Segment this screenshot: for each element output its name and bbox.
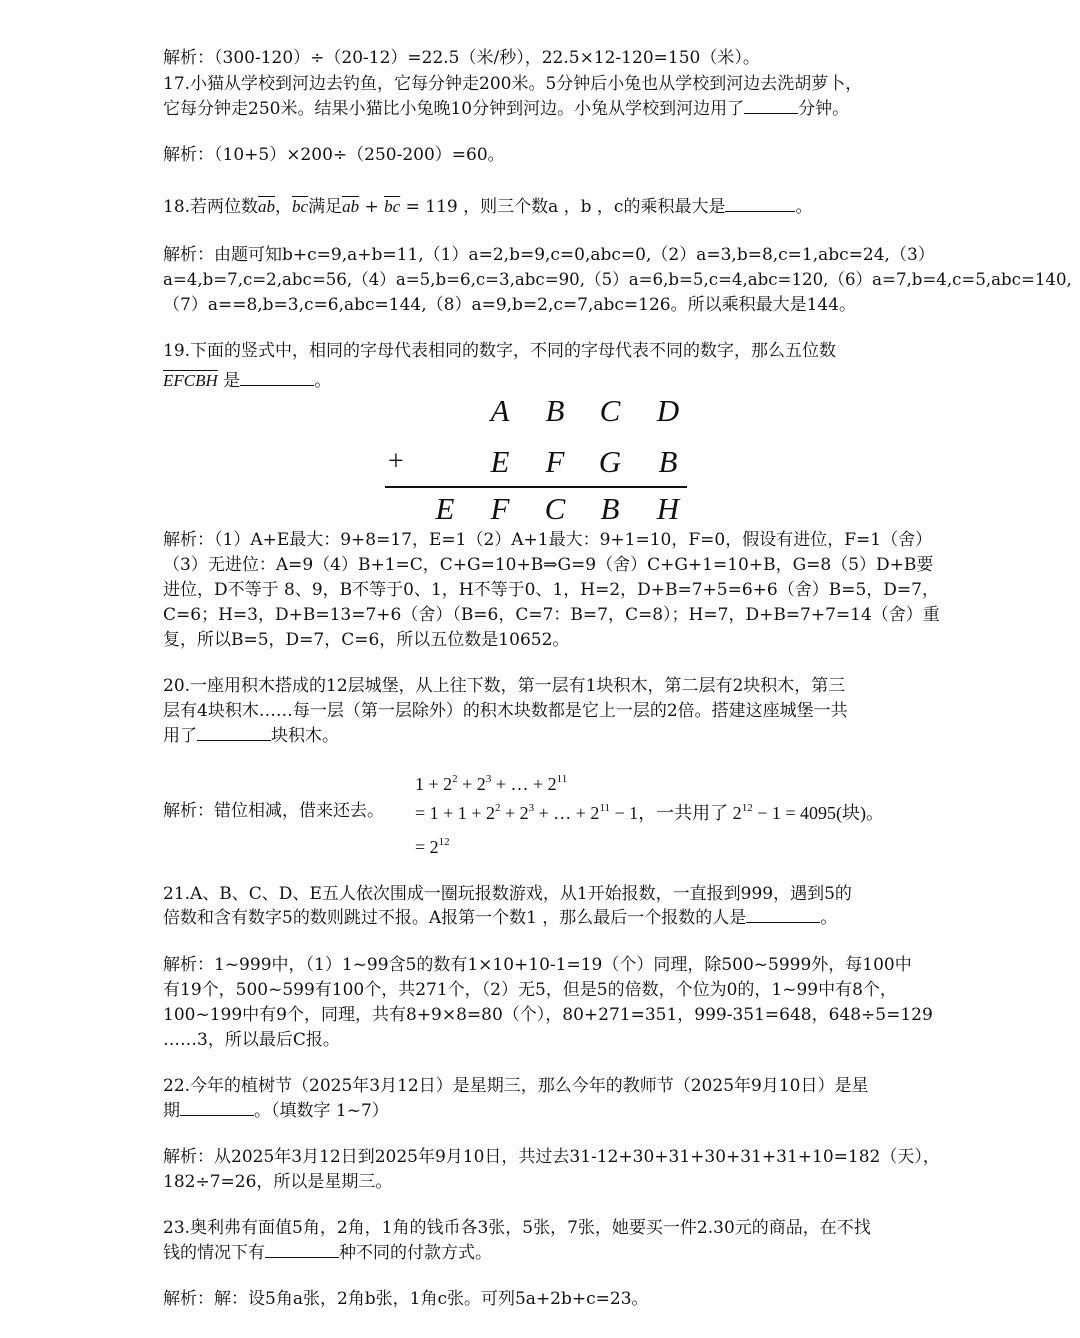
q18-text-start: 18.若两位数 bbox=[163, 197, 259, 217]
answer-blank bbox=[240, 369, 314, 386]
q19-text-line2 bbox=[163, 369, 331, 393]
q21-text-end: 。 bbox=[820, 908, 838, 928]
q19-solution-line4: C=6；H=3，D+B=13=7+6（舍）（B=6，C=7：B=7，C=8）；H=7，D+B=7+7=14（舍）重 bbox=[163, 605, 940, 625]
answer-blank bbox=[180, 1099, 254, 1116]
plus-sign: + bbox=[388, 446, 404, 477]
sum-digit: B bbox=[600, 491, 620, 526]
q21-text: 倍数和含有数字5的数则跳过不报。A报第一个数1 ，那么最后一个报数的人是 bbox=[163, 908, 747, 928]
q18-text-end: 。 bbox=[795, 197, 813, 217]
addend2-digit: F bbox=[545, 444, 565, 479]
overline-bc-2: $\overline{bc}$ bbox=[384, 197, 401, 216]
q19-solution-line3: 进位，D不等于 8、9，B不等于0、1，H不等于0、1，H=2，D+B=7+5=6+6（舍）B=5，D=7， bbox=[163, 580, 939, 600]
q22-text: 期 bbox=[163, 1101, 180, 1121]
q21-solution-line2: 有19个，500~599有100个，共271个，（2）无5，但是5的倍数，个位为0的，1~99中有8个， bbox=[163, 980, 897, 1000]
q20-text-line1: 20.一座用积木搭成的12层城堡，从上往下数，第一层有1块积木，第二层有2块积木，第三 bbox=[163, 676, 846, 696]
addend1-digit: C bbox=[599, 393, 621, 428]
q22-text-line1: 22.今年的植树节（2025年3月12日）是星期三，那么今年的教师节（2025年9月10日）是星 bbox=[163, 1076, 869, 1096]
q20-text-end: 块积木。 bbox=[271, 726, 339, 746]
q21-solution-line3: 100~199中有9个，同理，共有8+9×8=80（个），80+271=351，999-351=648，648÷5=129 bbox=[163, 1005, 933, 1025]
q17-text-line2 bbox=[163, 97, 849, 121]
q22-solution-line1: 解析：从2025年3月12日到2025年9月10日，共过去31-12+30+31+30+31+31+10=182（天）， bbox=[163, 1147, 940, 1167]
addend1-digit: A bbox=[490, 393, 510, 428]
answer-blank bbox=[744, 97, 798, 114]
q17-text-end: 分钟。 bbox=[798, 99, 850, 119]
q17-text-line1: 17.小猫从学校到河边去钓鱼，它每分钟走200米。5分钟后小兔也从学校到河边去洗胡萝卜， bbox=[163, 74, 863, 94]
formula-line2: = $1 + 1 + 2^2 + 2^3$ + … + $2^{11} - 1$，一共用了 $2^{12} - 1 = 4095$(块)。 bbox=[415, 802, 884, 823]
addend2-digit: B bbox=[658, 444, 678, 479]
q19-text-end: 。 bbox=[314, 371, 332, 391]
q21-text-line2 bbox=[163, 906, 837, 930]
q18-solution-line2: a=4,b=7,c=2,abc=56,（4）a=5,b=6,c=3,abc=90,（5）a=6,b=5,c=4,abc=120,（6）a=7,b=4,c=5,abc=140, bbox=[163, 270, 1072, 289]
q19-solution-line2: （3）无进位：A=9（4）B+1=C，C+G=10+B⇒G=9（舍）C+G+1=10+B，G=8（5）D+B要 bbox=[163, 555, 934, 575]
q18-comma: ， bbox=[275, 197, 293, 217]
q19-solution-line1: 解析：（1）A+E最大：9+8=17，E=1（2）A+1最大：9+1=10，F=0，假设有进位，F=1（舍） bbox=[163, 530, 933, 550]
q23-text: 钱的情况下有 bbox=[163, 1243, 265, 1263]
q17-solution: 解析：（10+5）×200÷（250-200）=60。 bbox=[163, 145, 505, 165]
q19-text: 是 bbox=[217, 371, 241, 391]
q20-text: 用了 bbox=[163, 726, 197, 746]
addend1-digit: D bbox=[656, 393, 680, 428]
q17-text: 它每分钟走250米。结果小猫比小兔晚10分钟到河边。小兔从学校到河边用了 bbox=[163, 99, 745, 119]
q18-plus: + bbox=[359, 197, 385, 217]
overline-efcbh: EFCBH bbox=[163, 371, 218, 390]
sum-line bbox=[385, 486, 687, 488]
q22-text-end: 。（填数字 1~7） bbox=[254, 1101, 389, 1121]
q18-text bbox=[163, 195, 812, 219]
answer-blank bbox=[746, 906, 820, 923]
q21-solution-line4: ……3，所以最后C报。 bbox=[163, 1030, 340, 1050]
sum-digit: C bbox=[544, 491, 566, 526]
q20-text-line2: 层有4块积木……每一层（第一层除外）的积木块数都是它上一层的2倍。搭建这座城堡一共 bbox=[163, 701, 848, 721]
q23-text-line2 bbox=[163, 1241, 492, 1265]
q22-text-line2 bbox=[163, 1099, 389, 1123]
q23-solution: 解析：解：设5角a张，2角b张，1角c张。可列5a+2b+c=23。 bbox=[163, 1289, 649, 1309]
overline-bc: $\overline{bc}$ bbox=[292, 197, 309, 216]
addend2-digit: G bbox=[598, 444, 622, 479]
formula-line1: $1 + 2^2 + 2^3$ + … + $2^{11}$ bbox=[415, 773, 568, 794]
q18-text-mid: = 119 ，则三个数a ，b ，c的乘积最大是 bbox=[400, 197, 726, 217]
q19-text-line1: 19.下面的竖式中，相同的字母代表相同的数字，不同的字母代表不同的数字，那么五位数 bbox=[163, 341, 837, 361]
sum-digit: F bbox=[490, 491, 510, 526]
sum-digit: H bbox=[656, 491, 680, 526]
formula-result: ，一共用了 $2^{12} - 1 = 4095$(块)。 bbox=[638, 802, 884, 823]
q21-solution-line1: 解析：1~999中，（1）1~99含5的数有1×10+10-1=19（个）同理，除500~5999外，每100中 bbox=[163, 955, 912, 975]
answer-blank bbox=[197, 724, 271, 741]
q18-solution-line1: 解析：由题可知b+c=9,a+b=11,（1）a=2,b=9,c=0,abc=0,（2）a=3,b=8,c=1,abc=24,（3） bbox=[163, 245, 935, 265]
sum-digit: E bbox=[435, 491, 455, 526]
q21-text-line1: 21.A、B、C、D、E五人依次围成一圈玩报数游戏，从1开始报数，一直报到999，遇到5的 bbox=[163, 884, 852, 904]
q22-solution-line2: 182÷7=26，所以是星期三。 bbox=[163, 1172, 393, 1192]
answer-blank bbox=[725, 195, 795, 212]
q20-solution: 解析：错位相减，借来还去。 bbox=[163, 801, 384, 821]
overline-ab: $\overline{ab}$ bbox=[258, 197, 276, 216]
q18-satisfy: 满足 bbox=[308, 197, 343, 217]
q16-solution: 解析：（300-120）÷（20-12）=22.5（米/秒），22.5×12-120=150（米）。 bbox=[163, 48, 760, 68]
q18-solution-line3: （7）a==8,b=3,c=6,abc=144,（8）a=9,b=2,c=7,abc=126。所以乘积最大是144。 bbox=[163, 295, 857, 315]
addend1-digit: B bbox=[545, 393, 565, 428]
answer-blank bbox=[265, 1241, 339, 1258]
formula-line3: = $2^{12}$ bbox=[415, 836, 450, 857]
q23-text-end: 种不同的付款方式。 bbox=[339, 1243, 492, 1263]
overline-ab-2: $\overline{ab}$ bbox=[342, 197, 360, 216]
q19-solution-line5: 复，所以B=5，D=7，C=6，所以五位数是10652。 bbox=[163, 630, 570, 650]
q23-text-line1: 23.奥利弗有面值5角，2角，1角的钱币各3张，5张，7张，她要买一件2.30元的商品，在不找 bbox=[163, 1218, 871, 1238]
q20-text-line3 bbox=[163, 724, 339, 748]
addend2-digit: E bbox=[490, 444, 510, 479]
